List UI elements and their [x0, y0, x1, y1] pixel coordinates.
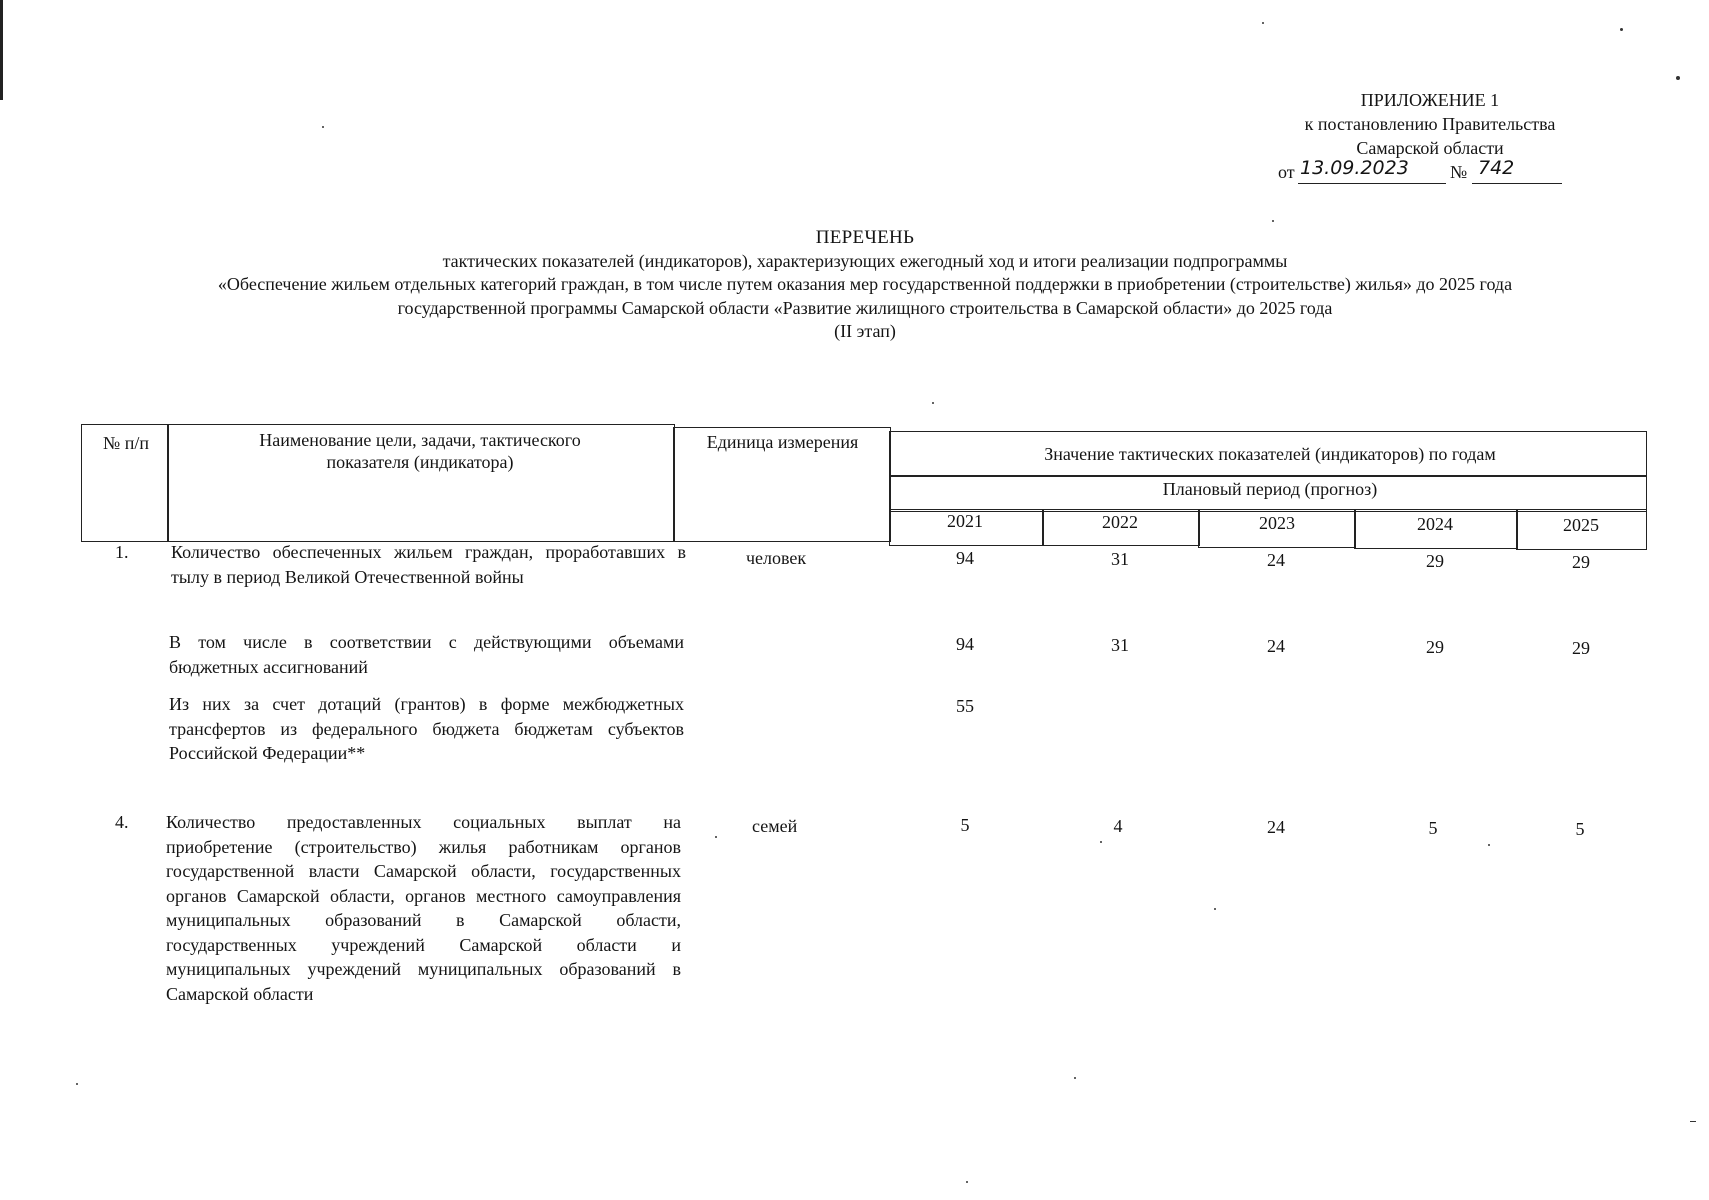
heading-line-3: государственной программы Самарской области «Развитие жилищного строительства в Самарской области» до 2025 года: [397, 297, 1333, 318]
row-value: 29: [1426, 551, 1444, 571]
row-value: 29: [1426, 637, 1444, 657]
number-prefix: №: [1450, 162, 1468, 182]
row-value: 94: [956, 634, 974, 654]
row-unit: семей: [752, 816, 798, 836]
header-name-label: Наименование цели, задачи, тактического показателя (индикатора): [259, 430, 581, 472]
row-value: 5: [960, 815, 970, 835]
row-name: В том числе в соответствии с действующими объемами бюджетных ассигнований: [169, 632, 684, 677]
header-num-label: № п/п: [103, 433, 149, 453]
heading-title: ПЕРЕЧЕНЬ: [815, 227, 915, 248]
number-underline: [1472, 183, 1562, 184]
row-number: 4.: [115, 812, 129, 832]
row-name: Из них за счет дотаций (грантов) в форме межбюджетных трансфертов из федерального бюджета бюджетам субъектов Российской Федерации**: [169, 694, 684, 763]
scan-speck: [1676, 76, 1680, 80]
appendix-line-1: к постановлению Правительства: [1304, 114, 1556, 134]
row-value: 31: [1111, 549, 1129, 569]
header-values-group-label: Значение тактических показателей (индикаторов) по годам: [1044, 444, 1496, 464]
row-value: 94: [956, 548, 974, 568]
scan-speck: [966, 1181, 968, 1183]
appendix-block: [1280, 88, 1580, 186]
row-name: Количество предоставленных социальных выплат на приобретение (строительство) жилья работникам органов государственной власти Самарской области, государственных органов Самарской области, органов местного самоуправления муниципальных образований в Самарской области, государственных учреждений Самарской области и муниципальных учреждений муниципальных образований в Самарской области: [166, 812, 681, 1004]
appendix-title: ПРИЛОЖЕНИЕ 1: [1360, 90, 1500, 110]
scan-speck: [76, 1083, 78, 1085]
appendix-line-2: Самарской области: [1356, 138, 1504, 158]
scan-speck: [1272, 220, 1274, 222]
header-year-label: 2025: [1563, 515, 1599, 535]
header-year-label: 2022: [1102, 512, 1138, 532]
header-year-label: 2024: [1417, 514, 1453, 534]
heading-line-2: «Обеспечение жильем отдельных категорий граждан, в том числе путем оказания мер государственной поддержки в приобретении (строительстве) жилья» до 2025 года: [217, 274, 1513, 294]
header-unit-label: Единица измерения: [706, 432, 859, 452]
scan-speck: [1262, 22, 1264, 24]
scan-speck: [715, 836, 717, 838]
heading-line-4: (II этап): [834, 321, 896, 341]
scan-speck: [1214, 908, 1216, 910]
date-value: 13.09.2023: [1300, 157, 1409, 179]
row-unit: человек: [746, 548, 807, 568]
appendix-dateline: [1278, 157, 1580, 186]
row-value: 5: [1575, 819, 1585, 839]
scan-speck: [1100, 841, 1102, 843]
header-year-label: 2023: [1259, 513, 1295, 533]
scan-speck: [1488, 844, 1490, 846]
scan-speck: [1690, 1121, 1696, 1122]
scan-speck: [1074, 1077, 1076, 1079]
heading-line-1: тактических показателей (индикаторов), характеризующих ежегодный ход и итоги реализации подпрограммы: [442, 250, 1288, 271]
row-value: 4: [1113, 816, 1123, 836]
row-name: Количество обеспеченных жильем граждан, проработавших в тылу в период Великой Отечественной войны: [171, 542, 686, 587]
date-prefix: от: [1278, 162, 1295, 182]
scan-speck: [932, 402, 934, 404]
row-value: 24: [1267, 817, 1285, 837]
document-heading: [80, 226, 1650, 344]
row-value: 5: [1428, 818, 1438, 838]
row-value: 29: [1572, 638, 1590, 658]
row-value: 29: [1572, 552, 1590, 572]
row-value: 31: [1111, 635, 1129, 655]
row-value: 24: [1267, 636, 1285, 656]
date-underline: [1298, 183, 1446, 184]
header-period-label: Плановый период (прогноз): [1162, 479, 1378, 499]
row-number: 1.: [115, 542, 129, 562]
row-value: 55: [956, 696, 974, 716]
header-year-label: 2021: [947, 511, 983, 531]
scan-speck: [322, 126, 324, 128]
number-value: 742: [1478, 157, 1515, 179]
scan-edge-mark: [0, 0, 3, 100]
row-value: 24: [1267, 550, 1285, 570]
scan-speck: [1620, 28, 1623, 31]
